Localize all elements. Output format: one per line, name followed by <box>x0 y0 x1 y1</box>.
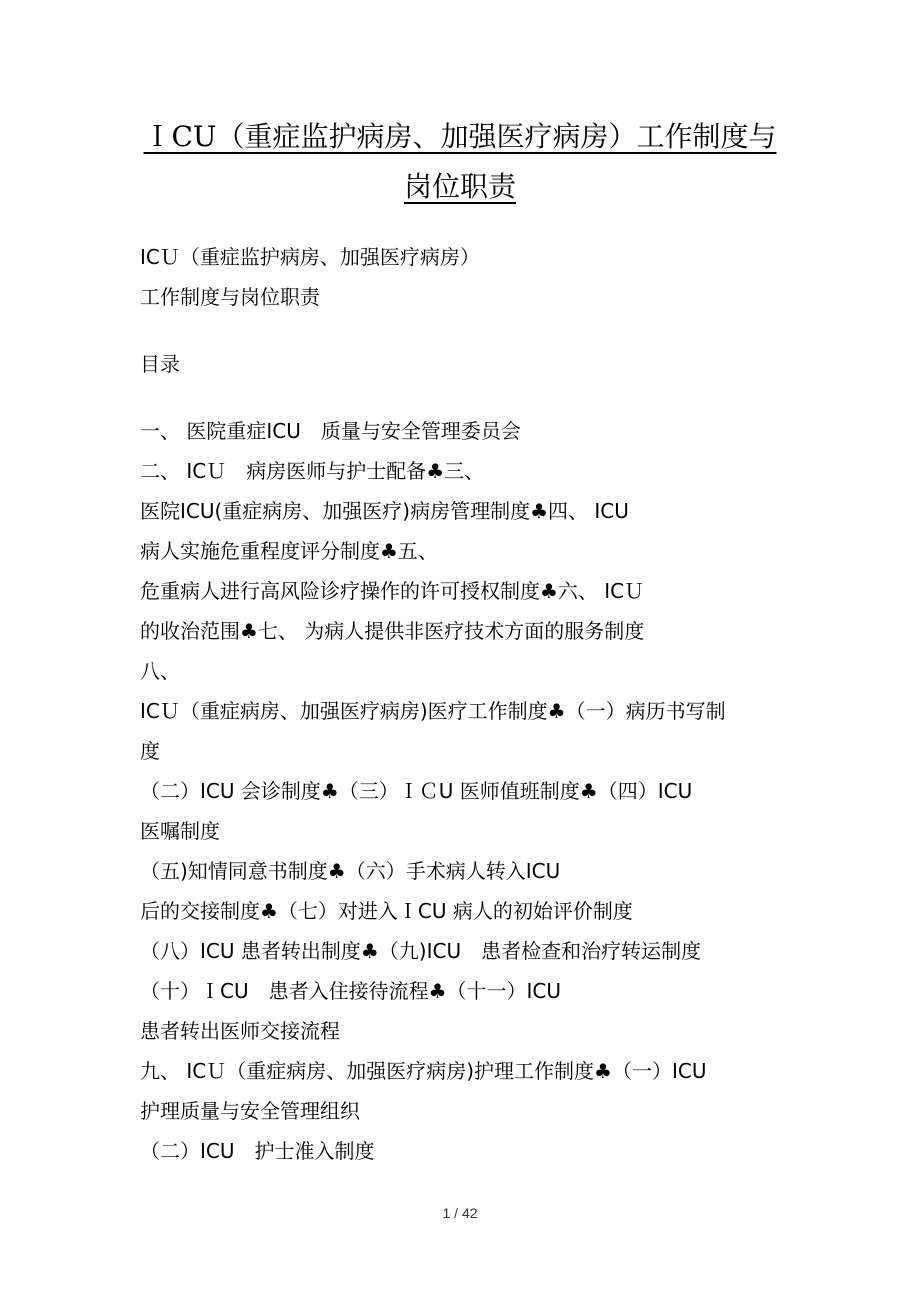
document-title <box>0 112 920 212</box>
toc-line: （二）ICU 会诊制度♣（三）ＩＣU 医师值班制度♣（四）ICU <box>140 779 693 803</box>
document-body <box>140 237 780 1171</box>
toc-line: 八、 <box>140 659 180 683</box>
toc-line: 患者转出医师交接流程 <box>140 1019 340 1043</box>
toc-line: 九、 ICＵ（重症病房、加强医疗病房)护理工作制度♣（一）ICU <box>140 1059 707 1083</box>
page-number: 1 / 42 <box>442 1205 478 1221</box>
toc-line: 病人实施危重程度评分制度♣五、 <box>140 539 438 563</box>
subtitle-line-1: ICＵ（重症监护病房、加强医疗病房） <box>140 245 480 269</box>
title-line-1: ＩCU（重症监护病房、加强医疗病房）工作制度与 <box>143 120 777 153</box>
title-line-2: 岗位职责 <box>403 170 516 203</box>
toc-line: ICＵ（重症病房、加强医疗病房)医疗工作制度♣（一）病历书写制 <box>140 699 726 723</box>
toc-line: （五)知情同意书制度♣（六）手术病人转入ICU <box>140 859 561 883</box>
toc-heading: 目录 <box>140 352 180 376</box>
toc-line: （八）ICU 患者转出制度♣（九)ICU 患者检查和治疗转运制度 <box>140 939 702 963</box>
toc-line: 护理质量与安全管理组织 <box>140 1099 360 1123</box>
toc-line: 危重病人进行高风险诊疗操作的许可授权制度♣六、 ICＵ <box>140 579 645 603</box>
toc-line: （二）ICU 护士准入制度 <box>140 1139 375 1163</box>
toc-line: 医嘱制度 <box>140 819 220 843</box>
toc-line: 二、 ICＵ 病房医师与护士配备♣三、 <box>140 459 485 483</box>
toc-line: 度 <box>140 739 160 763</box>
toc-line: 的收治范围♣七、 为病人提供非医疗技术方面的服务制度 <box>140 619 645 643</box>
toc-line: 一、 医院重症ICU 质量与安全管理委员会 <box>140 419 521 443</box>
toc-line: （十）ＩCU 患者入住接待流程♣（十一）ICU <box>140 979 562 1003</box>
toc-line: 医院ICU(重症病房、加强医疗)病房管理制度♣四、 ICU <box>140 499 629 523</box>
toc-line: 后的交接制度♣（七）对进入ＩCU 病人的初始评价制度 <box>140 899 633 923</box>
subtitle-line-2: 工作制度与岗位职责 <box>140 285 320 309</box>
